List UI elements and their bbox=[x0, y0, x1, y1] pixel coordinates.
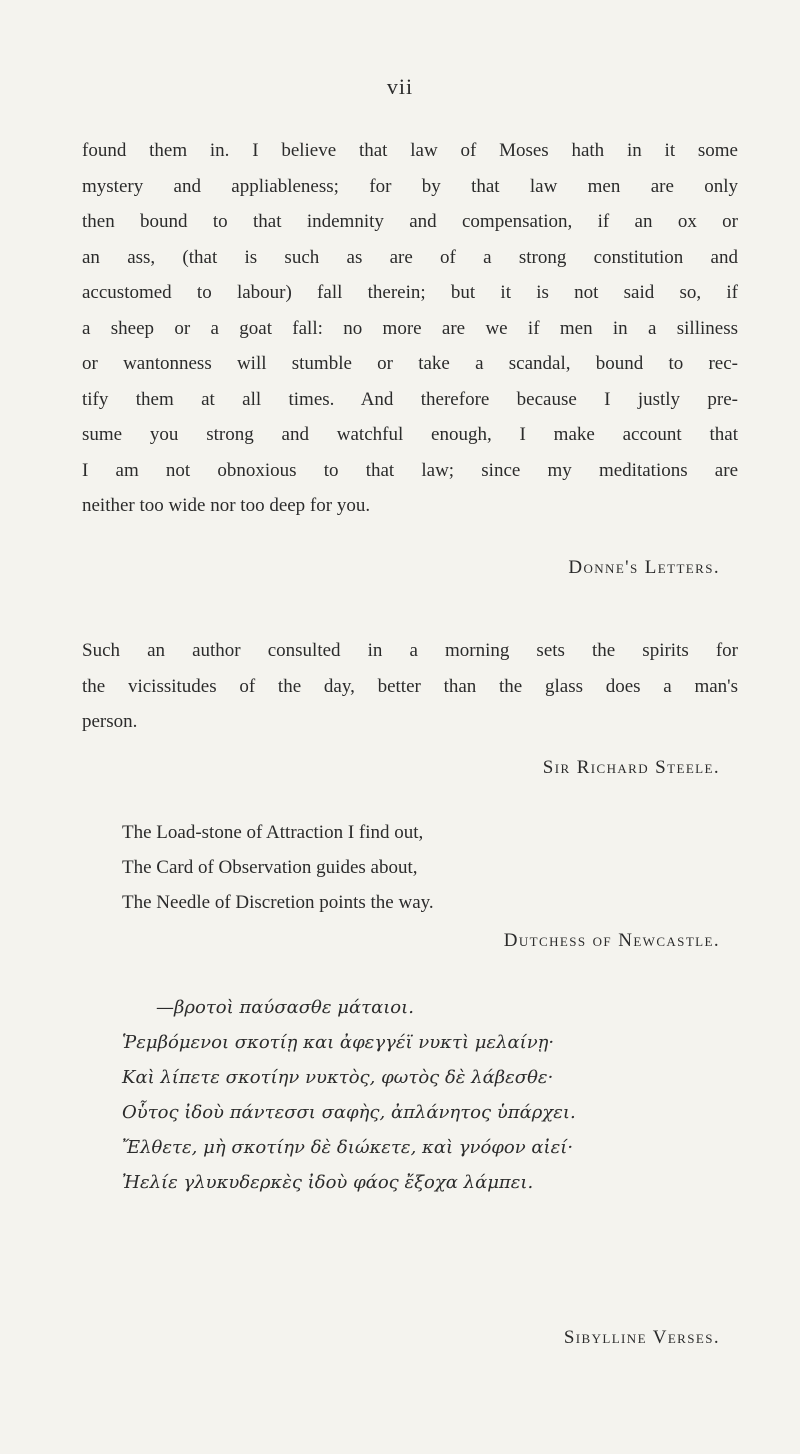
newcastle-verse bbox=[122, 815, 434, 920]
verse-line: The Load-stone of Attraction I find out, bbox=[122, 822, 424, 843]
passage-line: an ass, (that is such as are of a strong constitution and bbox=[82, 246, 738, 268]
steele-passage bbox=[82, 633, 738, 740]
greek-verse-line: Ἠελίε γλυκυδερκὲς ἰδοὺ φάος ἔξοχα λάμπει. bbox=[122, 1172, 534, 1193]
passage-line: a sheep or a goat fall: no more are we if men in a silliness bbox=[82, 317, 738, 339]
greek-verse-line: Ἔλθετε, μὴ σκοτίην δὲ διώκετε, καὶ γνόφον αἰεί· bbox=[122, 1137, 574, 1158]
passage-line: or wantonness will stumble or take a scandal, bound to rec- bbox=[82, 353, 738, 374]
passage-line: then bound to that indemnity and compensation, if an ox or bbox=[82, 211, 738, 232]
newcastle-attribution: Dutchess of Newcastle. bbox=[503, 930, 720, 951]
verse-line: The Needle of Discretion points the way. bbox=[122, 892, 434, 913]
verse-line: The Card of Observation guides about, bbox=[122, 857, 418, 878]
passage-line: sume you strong and watchful enough, I make account that bbox=[82, 424, 738, 445]
greek-verse-line: Ῥεμβόμενοι σκοτίῃ και ἀφεγγέϊ νυκτὶ μελαίνῃ· bbox=[122, 1032, 555, 1053]
greek-verse-line: —βροτοὶ παύσασθε μάταιοι. bbox=[156, 997, 414, 1018]
steele-attribution: Sir Richard Steele. bbox=[542, 757, 720, 778]
passage-line: accustomed to labour) fall therein; but it is not said so, if bbox=[82, 282, 738, 303]
passage-line: found them in. I believe that law of Moses hath in it some bbox=[82, 140, 738, 161]
donne-letters-passage bbox=[82, 133, 738, 524]
donne-attribution: Donne's Letters. bbox=[568, 557, 720, 578]
page-number: vii bbox=[386, 74, 414, 99]
greek-verse-line: Οὗτος ἰδοὺ πάντεσσι σαφὴς, ἀπλάνητος ὑπάρχει. bbox=[122, 1102, 576, 1123]
greek-verse-line: Καὶ λίπετε σκοτίην νυκτὸς, φωτὸς δὲ λάβεσθε· bbox=[122, 1067, 554, 1088]
sibylline-verse bbox=[122, 990, 576, 1200]
passage-line: I am not obnoxious to that law; since my meditations are bbox=[82, 459, 738, 481]
passage-line: mystery and appliableness; for by that law men are only bbox=[82, 175, 738, 197]
passage-line: person. bbox=[82, 711, 138, 732]
passage-line: tify them at all times. And therefore because I justly pre- bbox=[82, 388, 738, 410]
passage-line: neither too wide nor too deep for you. bbox=[82, 495, 371, 516]
passage-line: Such an author consulted in a morning sets the spirits for bbox=[82, 640, 738, 661]
sibylline-attribution: Sibylline Verses. bbox=[563, 1327, 720, 1348]
passage-line: the vicissitudes of the day, better than the glass does a man's bbox=[82, 675, 738, 697]
